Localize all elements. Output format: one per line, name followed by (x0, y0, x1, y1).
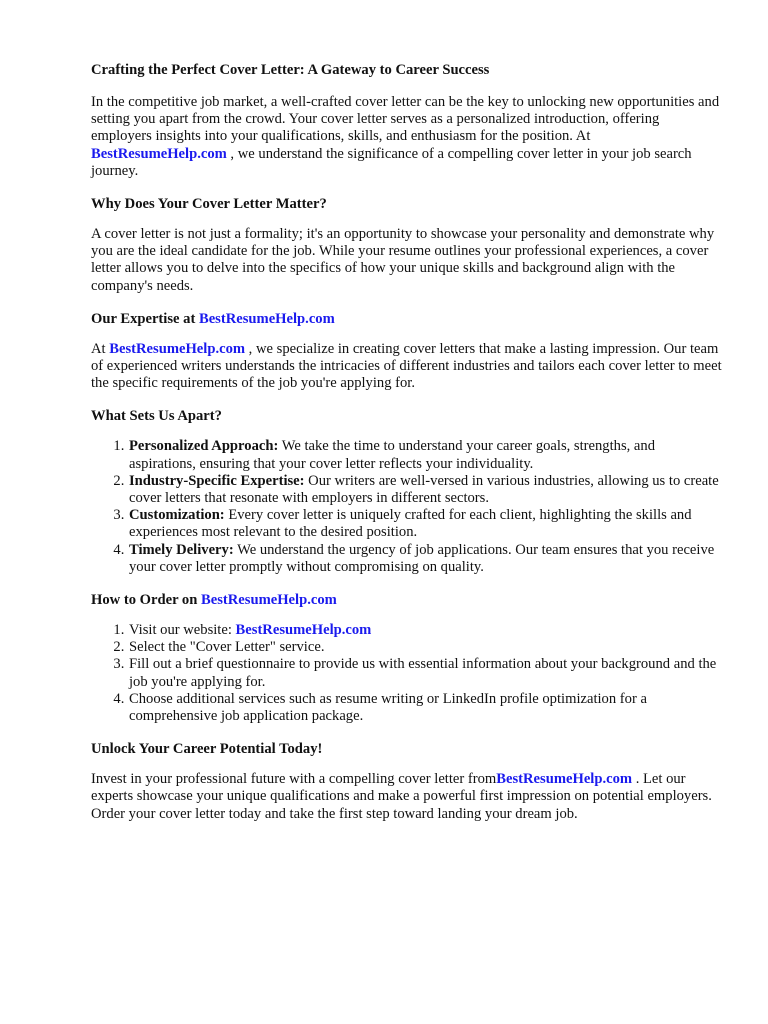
intro-text-before: In the competitive job market, a well-crafted cover letter can be the key to unlocking new opportunities and setting you apart from the crowd. Your cover letter serves as a personalized introduction, offering employers insights into your qualifications, skills, and enthusiasm for the position. At (91, 94, 720, 145)
item-text: We take the time to understand your career goals, strengths, and aspirations, ensuring that your cover letter reflects your individuality. (129, 438, 655, 472)
section-heading-expertise (91, 309, 722, 329)
why-paragraph: A cover letter is not just a formality; it's an opportunity to showcase your personality and demonstrate why you are the ideal candidate for the job. While your resume outlines your professional experiences, a cover letter allows you to delve into the specifics of how your unique skills and background align with the company's needs. (91, 226, 715, 294)
site-link[interactable]: BestResumeHelp.com (198, 310, 335, 327)
apart-list (91, 438, 722, 576)
site-link[interactable]: BestResumeHelp.com (91, 145, 227, 162)
site-link[interactable]: BestResumeHelp.com (235, 622, 372, 639)
item-label: Timely Delivery: (129, 541, 234, 558)
list-item (128, 473, 722, 507)
list-item: 4. Choose additional services such as resume writing or LinkedIn profile optimization for a comprehensive job application package. (128, 691, 722, 725)
section-heading-order (91, 590, 722, 610)
intro-text-after: , we understand the significance of a compelling cover letter in your job search journey. (91, 145, 692, 179)
list-item (128, 507, 722, 541)
item-text: We understand the urgency of job applications. Our team ensures that you receive your cover letter promptly without compromising on quality. (129, 541, 715, 575)
item-label: Personalized Approach: (129, 438, 279, 455)
list-item: 2. Select the "Cover Letter" service. (128, 639, 722, 656)
unlock-text-after: . Let our experts showcase your unique qualifications and make a powerful first impression on potential employers. Order your cover letter today and take the first step toward landing your dream job. (91, 771, 712, 822)
item-text: Every cover letter is uniquely crafted for each client, highlighting the skills and experiences most relevant to the desired position. (129, 507, 692, 541)
intro-paragraph (91, 94, 722, 180)
document-title: Crafting the Perfect Cover Letter: A Gateway to Career Success (91, 62, 490, 78)
item-text: Our writers are well-versed in various industries, allowing us to create cover letters that resonate with employers in different sectors. (129, 472, 719, 507)
site-link[interactable]: BestResumeHelp.com (201, 592, 337, 609)
step-text: Visit our website: (129, 622, 236, 639)
list-item: 3. Fill out a brief questionnaire to provide us with essential information about your background and the job you're applying for. (128, 656, 722, 690)
item-label: Industry-Specific Expertise: (129, 472, 305, 489)
section-heading-apart: What Sets Us Apart? (91, 408, 222, 425)
site-link[interactable]: BestResumeHelp.com (496, 771, 633, 788)
unlock-text-before: Invest in your professional future with a compelling cover letter from (91, 771, 497, 788)
expertise-text-before: At (91, 340, 110, 357)
site-link[interactable]: BestResumeHelp.com (109, 340, 246, 357)
section-heading-why: Why Does Your Cover Letter Matter? (91, 196, 327, 213)
expertise-text-after: , we specialize in creating cover letters that make a lasting impression. Our team of experienced writers understands the intricacies of different industries and tailors each cover letter to meet the specific requirements of the job you're applying for. (91, 340, 722, 392)
unlock-paragraph (91, 771, 722, 823)
expertise-heading-text: Our Expertise at (91, 310, 196, 327)
list-item (128, 438, 722, 472)
item-label: Customization: (129, 507, 225, 524)
expertise-paragraph (91, 341, 722, 393)
list-item (128, 622, 722, 639)
order-heading-text: How to Order on (91, 592, 198, 609)
list-item (128, 542, 722, 576)
section-heading-unlock: Unlock Your Career Potential Today! (91, 741, 323, 758)
order-steps-list (91, 622, 722, 725)
